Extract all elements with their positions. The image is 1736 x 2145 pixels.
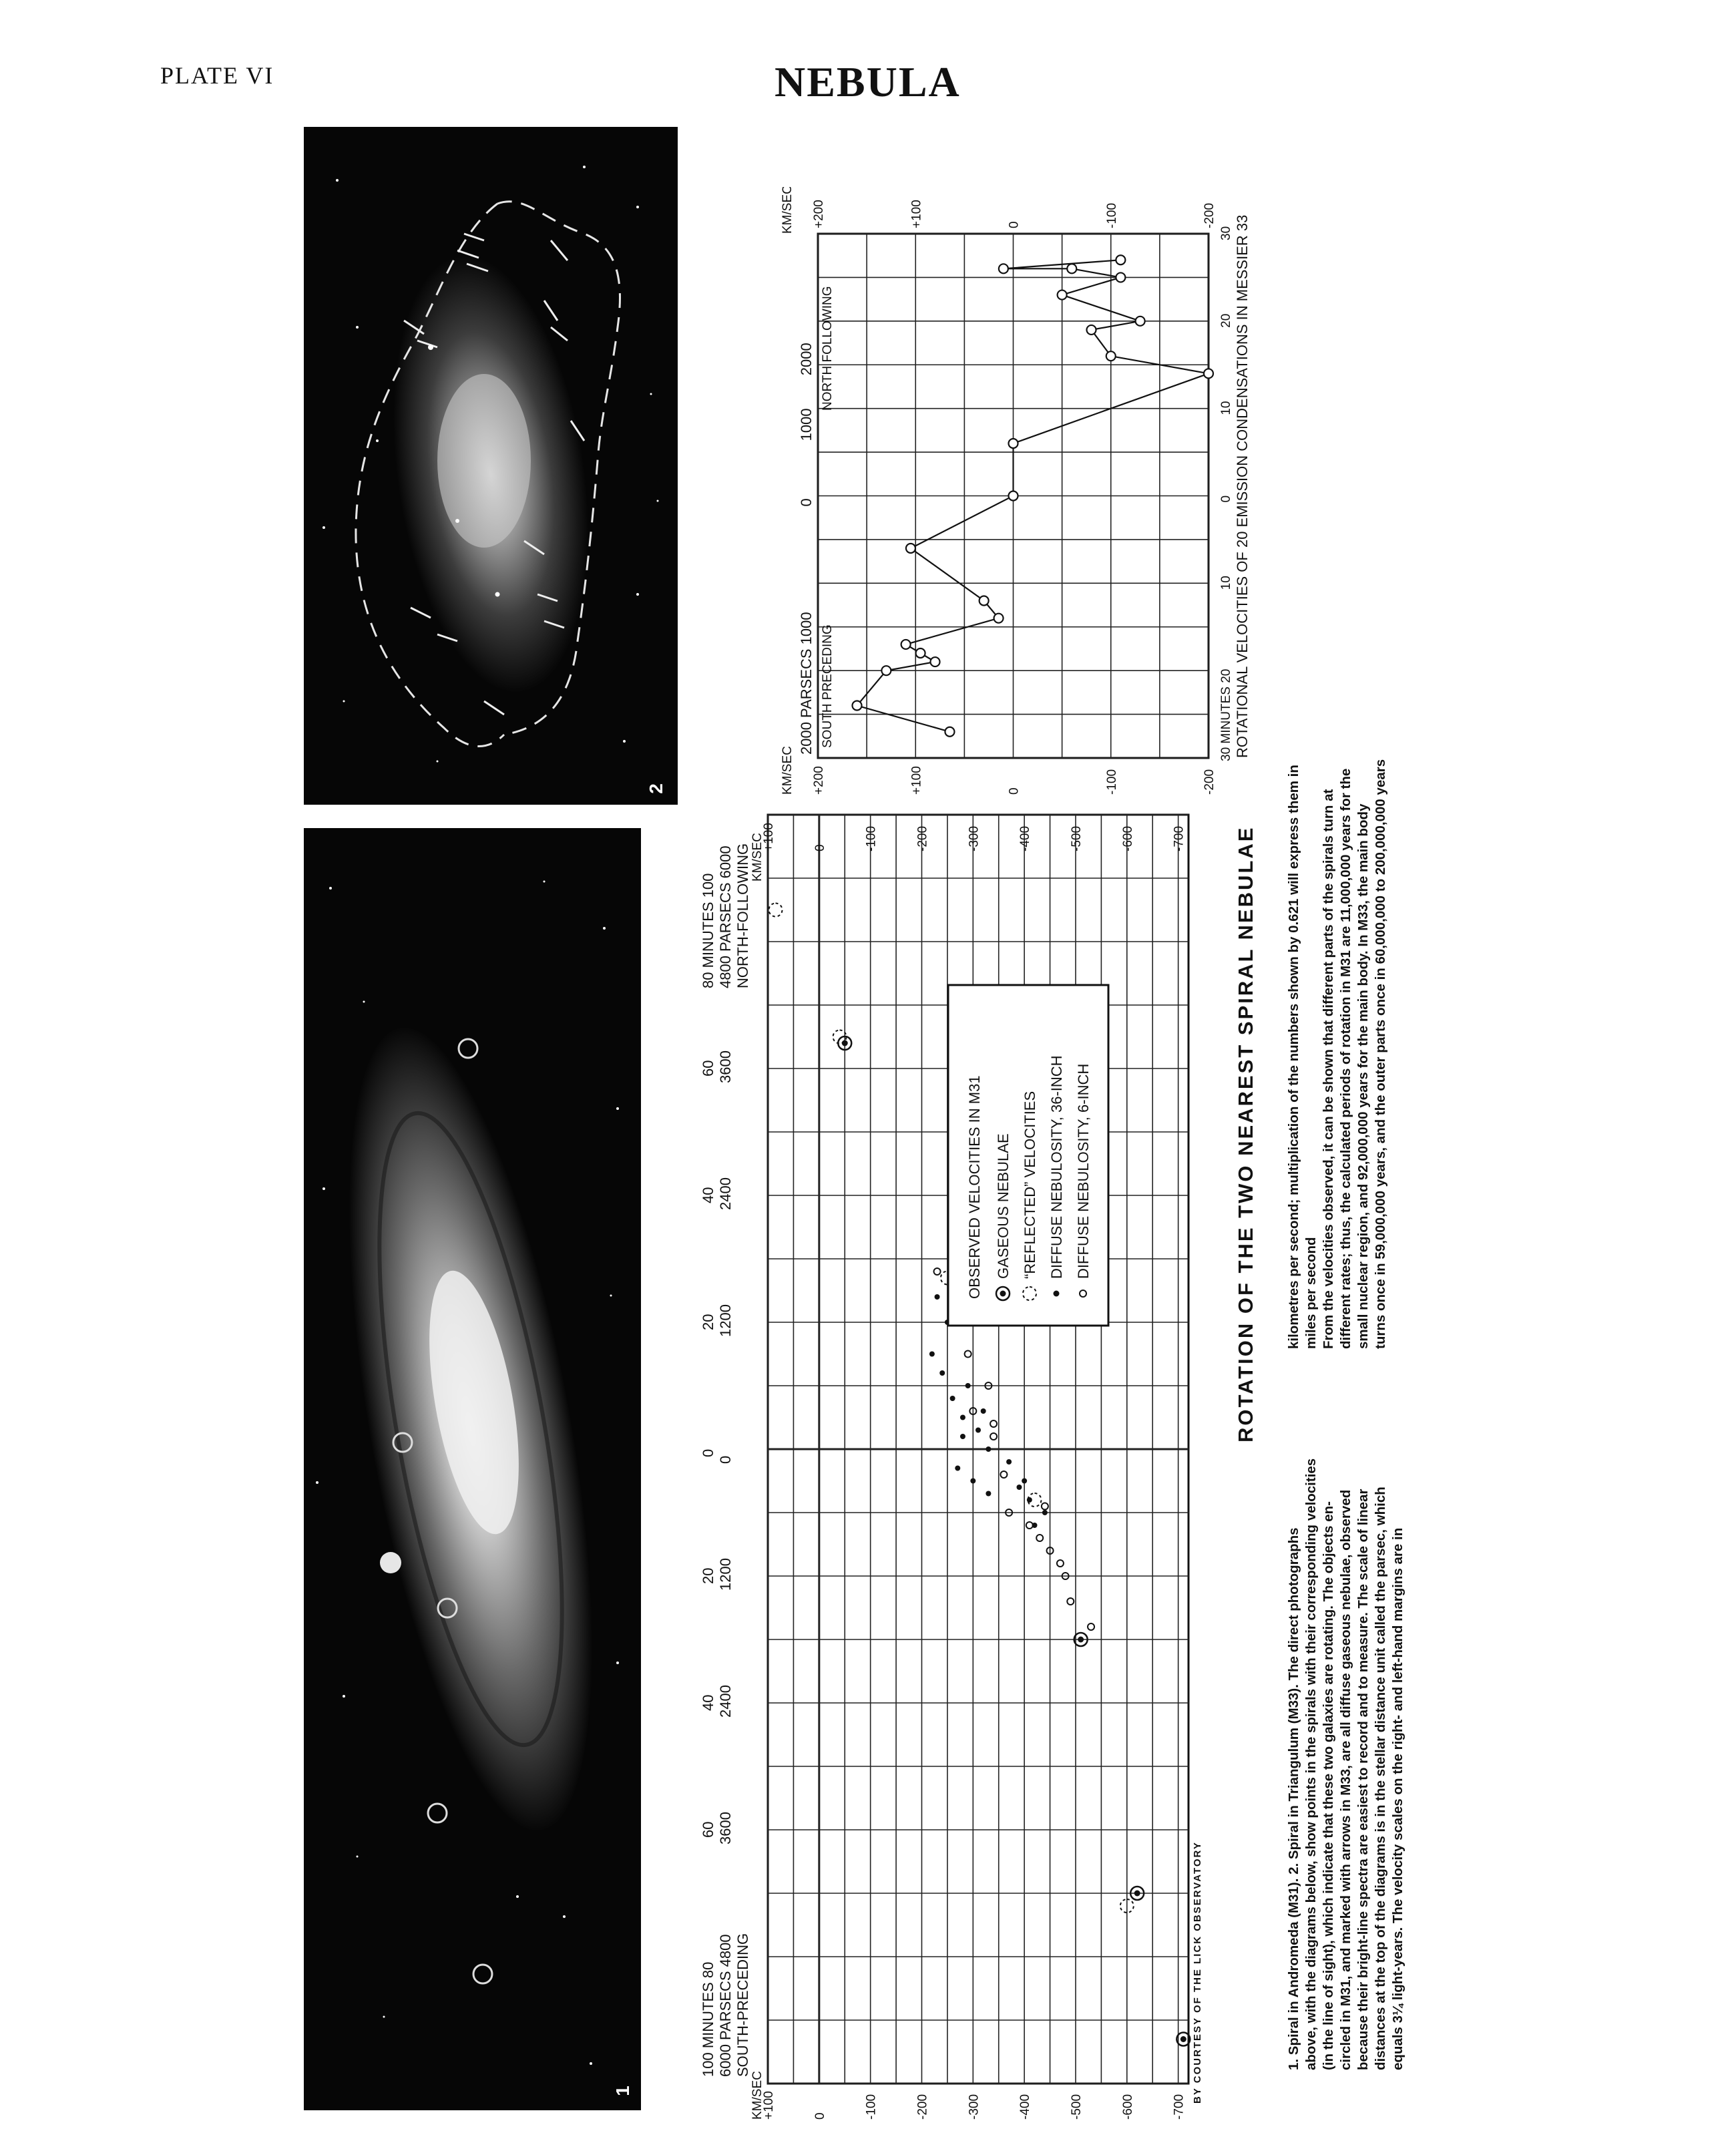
photo-m33: [304, 127, 678, 805]
m31-point-diffuse6: [965, 1351, 971, 1358]
m33-point: [1067, 264, 1076, 273]
m33-point: [1087, 325, 1096, 335]
m33-point: [999, 264, 1008, 273]
m31-y-tick-label-right: 0: [813, 844, 827, 851]
caption-left-line: equals 3¼ light-years. The velocity scales on the right- and left-hand margins are in: [1390, 1527, 1405, 2070]
m31-x-tick-minutes: 20: [700, 1567, 716, 1584]
m31-y-tick-label-right: -200: [915, 825, 930, 851]
m33-chart-svg: [754, 187, 1252, 798]
caption-left-line: because their bright-line spectra are easiest to record and to measure. The scale of linear: [1355, 1489, 1371, 2070]
caption-left-column: [1285, 1362, 1407, 2070]
m31-legend-title: OBSERVED VELOCITIES IN M31: [966, 1075, 983, 1299]
m33-point: [853, 701, 862, 711]
main-heading: ROTATION OF THE TWO NEAREST SPIRAL NEBULAE: [1234, 825, 1257, 1442]
m33-y-tick-label-left: +100: [909, 766, 924, 795]
m33-point: [1116, 272, 1125, 282]
m31-point-gaseous-center: [1134, 1891, 1140, 1897]
m31-y-tick-label-left: -500: [1069, 2094, 1084, 2120]
m31-point-diffuse6: [934, 1268, 941, 1275]
m31-x-tick-parsecs: 2400: [717, 1177, 734, 1210]
photo-credit: BY COURTESY OF THE LICK OBSERVATORY: [1192, 1841, 1203, 2104]
m33-parsecs-left-label: 2000 PARSECS 1000: [798, 612, 815, 755]
m31-point-diffuse36: [981, 1408, 986, 1414]
m33-chart: [754, 187, 1252, 798]
m33-x-tick-parsecs: 1000: [798, 408, 815, 441]
m33-y-tick-label-left: +200: [812, 766, 826, 795]
m33-point: [980, 596, 989, 606]
m31-point-diffuse6: [1026, 1522, 1033, 1529]
m33-point: [1009, 439, 1018, 448]
m33-point: [906, 544, 915, 553]
m33-x-tick-minutes: 10: [1219, 401, 1233, 415]
m31-point-diffuse36: [1016, 1485, 1022, 1490]
m31-point-diffuse6: [1000, 1471, 1007, 1478]
m31-point-diffuse6: [1067, 1598, 1074, 1605]
caption-right-line: small nuclear region, and 92,000,000 years for the main body. In M33, the main body: [1355, 803, 1371, 1349]
m31-x-tick-parsecs: 1200: [717, 1558, 734, 1591]
m31-parsecs-left-label: 6000 PARSECS 4800: [717, 1934, 734, 2077]
m31-legend-item-diffuse36: DIFFUSE NEBULOSITY, 36-INCH: [1048, 1055, 1065, 1279]
m31-point-gaseous-center: [1180, 2036, 1186, 2042]
m31-x-tick-minutes: 60: [700, 1821, 716, 1838]
m33-y-tick-label-right: 0: [1007, 221, 1022, 228]
m31-km-sec-left: KM/SEC: [750, 2071, 765, 2120]
caption-left-line: above, with the diagrams below, show points in the spirals with their corresponding velocities: [1303, 1458, 1319, 2070]
page-title: NEBULA: [775, 58, 961, 106]
m31-km-sec-right: KM/SEC: [750, 833, 765, 882]
m31-point-diffuse36: [965, 1383, 971, 1388]
m31-x-tick-parsecs: 0: [717, 1455, 734, 1464]
m31-y-tick-label-left: 0: [813, 2112, 827, 2120]
m33-side-right-label: NORTH FOLLOWING: [821, 286, 835, 411]
m31-x-tick-parsecs: 2400: [717, 1685, 734, 1718]
m31-point-diffuse36: [1027, 1497, 1032, 1503]
m31-point-diffuse36: [1022, 1479, 1027, 1484]
m31-legend: [948, 985, 1108, 1326]
m33-side-left-label: SOUTH PRECEDING: [821, 624, 835, 748]
m31-point-diffuse36: [929, 1352, 935, 1357]
m33-km-sec-left: KM/SEC: [781, 746, 795, 795]
m33-point: [931, 657, 940, 666]
m31-x-tick-parsecs: 1200: [717, 1304, 734, 1337]
m33-point: [881, 666, 891, 675]
m33-point: [1106, 351, 1116, 361]
m31-y-tick-label-right: -700: [1172, 825, 1186, 851]
caption-right-column: [1285, 681, 1389, 1349]
m31-point-diffuse36: [970, 1479, 975, 1484]
m31-point-diffuse6: [1042, 1503, 1048, 1510]
m33-point: [994, 614, 1004, 623]
m31-point-gaseous-center: [1078, 1637, 1084, 1643]
m31-point-diffuse36: [939, 1370, 945, 1376]
photo-number-1: 1: [612, 2086, 633, 2096]
m31-y-tick-label-left: -200: [915, 2094, 930, 2120]
m31-point-diffuse36: [935, 1294, 940, 1300]
m33-y-tick-label-left: -100: [1104, 769, 1119, 795]
plate-label: PLATE VI: [160, 62, 274, 89]
m31-legend-item-reflected: “REFLECTED” VELOCITIES: [1022, 1091, 1038, 1279]
m31-point-reflected: [769, 904, 783, 917]
m33-point: [916, 648, 925, 658]
m31-minutes-left-label: 100 MINUTES 80: [700, 1961, 716, 2077]
m31-companion-m32: [380, 1552, 401, 1573]
caption-right-line: From the velocities observed, it can be shown that different parts of the spirals turn at: [1321, 789, 1336, 1349]
legend-diffuse36-symbol: [1054, 1291, 1060, 1297]
m33-point: [1009, 492, 1018, 501]
m31-y-tick-label-right: -300: [967, 825, 982, 851]
m33-y-tick-label-right: -200: [1203, 202, 1217, 228]
m31-y-tick-label-left: -300: [967, 2094, 982, 2120]
m33-bottom-title: ROTATIONAL VELOCITIES OF 20 EMISSION CONDENSATIONS IN MESSIER 33: [1234, 214, 1251, 758]
m31-point-diffuse36: [955, 1466, 960, 1471]
m31-legend-item-diffuse6: DIFFUSE NEBULOSITY, 6-INCH: [1075, 1063, 1092, 1279]
m33-point: [1204, 369, 1213, 378]
m33-point: [1136, 317, 1145, 326]
m31-x-tick-minutes: 40: [700, 1694, 716, 1711]
m31-point-diffuse6: [1057, 1560, 1064, 1567]
caption-right-line: turns once in 59,000,000 years, and the outer parts once in 60,000,000 to 200,000,000 years: [1373, 759, 1388, 1349]
caption-right-line: miles per second: [1303, 1237, 1319, 1349]
m33-point: [945, 727, 954, 737]
m33-x-tick-parsecs: 2000: [798, 343, 815, 376]
m33-x-tick-minutes: 30: [1219, 226, 1233, 240]
m31-point-diffuse6: [990, 1433, 997, 1440]
m31-y-tick-label-right: -400: [1018, 825, 1033, 851]
m33-galaxy-image: [304, 127, 678, 805]
m31-y-tick-label-right: -100: [864, 825, 879, 851]
m31-point-diffuse36: [986, 1446, 991, 1452]
m31-point-diffuse36: [1006, 1459, 1012, 1465]
m33-point: [1058, 290, 1067, 300]
m31-point-diffuse6: [1088, 1623, 1094, 1630]
m31-y-tick-label-left: -400: [1018, 2094, 1033, 2120]
m31-x-tick-minutes: 20: [700, 1314, 716, 1330]
m33-point: [1116, 255, 1125, 264]
m31-y-tick-label-left: -600: [1120, 2094, 1135, 2120]
m31-point-diffuse36: [986, 1491, 991, 1497]
m31-point-diffuse36: [975, 1428, 981, 1433]
m33-y-tick-label-right: +100: [909, 200, 924, 228]
photo-number-2: 2: [645, 783, 666, 794]
m31-y-tick-label-right: +100: [762, 823, 776, 851]
m31-side-left-label: SOUTH-PRECEDING: [734, 1933, 751, 2077]
m31-point-diffuse36: [950, 1396, 955, 1401]
m31-side-right-label: NORTH-FOLLOWING: [734, 843, 751, 988]
m31-x-tick-minutes: 60: [700, 1060, 716, 1077]
m31-minutes-right-label: 80 MINUTES 100: [700, 873, 716, 988]
m33-y-tick-label-right: +200: [812, 200, 826, 228]
m31-x-tick-parsecs: 3600: [717, 1050, 734, 1083]
caption-left-line: circled in M31, and marked with arrows in M33, are all diffuse gaseous nebulae, observed: [1338, 1489, 1353, 2070]
m33-y-tick-label-right: -100: [1104, 202, 1119, 228]
caption-left-line: (in the line of sight), which indicate that these two galaxies are rotating. The objects en-: [1321, 1501, 1336, 2070]
m33-x-tick-minutes: 10: [1219, 576, 1233, 590]
m31-y-tick-label-right: -600: [1120, 825, 1135, 851]
m31-y-tick-label-left: -100: [864, 2094, 879, 2120]
caption-right-line: different rates; thus, the calculated periods of rotation in M31 are 11,000,000 years for the: [1338, 768, 1353, 1349]
m31-point-diffuse36: [1042, 1510, 1048, 1515]
m31-point-diffuse6: [1036, 1535, 1043, 1541]
m31-point-diffuse36: [960, 1434, 965, 1439]
m31-point-diffuse36: [960, 1415, 965, 1420]
m31-chart: [688, 798, 1235, 2124]
m31-point-diffuse6: [990, 1420, 997, 1427]
m33-minutes-left-label: 30 MINUTES 20: [1219, 668, 1233, 761]
caption-right-line: kilometres per second; multiplication of the numbers shown by 0.621 will express them in: [1286, 765, 1301, 1349]
caption-left-line: 1. Spiral in Andromeda (M31). 2. Spiral in Triangulum (M33). The direct photographs: [1286, 1527, 1301, 2070]
m31-parsecs-right-label: 4800 PARSECS 6000: [717, 845, 734, 988]
m31-x-tick-minutes: 40: [700, 1187, 716, 1203]
m33-x-tick-parsecs: 0: [798, 498, 815, 507]
m31-y-tick-label-right: -500: [1069, 825, 1084, 851]
m33-point: [901, 640, 911, 649]
m31-legend-item-gaseous: GASEOUS NEBULAE: [995, 1133, 1012, 1279]
m31-chart-svg: [688, 798, 1235, 2124]
photo-m31: [304, 828, 641, 2110]
m31-y-tick-label-left: +100: [762, 2091, 776, 2120]
m31-x-tick-minutes: 0: [700, 1448, 716, 1457]
m33-y-tick-label-left: 0: [1007, 787, 1022, 795]
m31-y-tick-label-left: -700: [1172, 2094, 1186, 2120]
m33-km-sec-right: KM/SEC: [781, 187, 795, 234]
caption-left-line: distances at the top of the diagrams is in the stellar distance unit called the parsec, which: [1373, 1487, 1388, 2070]
m33-x-tick-minutes: 20: [1219, 313, 1233, 328]
m31-galaxy-image: [304, 828, 641, 2110]
m31-x-tick-parsecs: 3600: [717, 1812, 734, 1844]
m33-y-tick-label-left: -200: [1203, 769, 1217, 795]
m33-x-tick-minutes: 0: [1219, 495, 1233, 503]
